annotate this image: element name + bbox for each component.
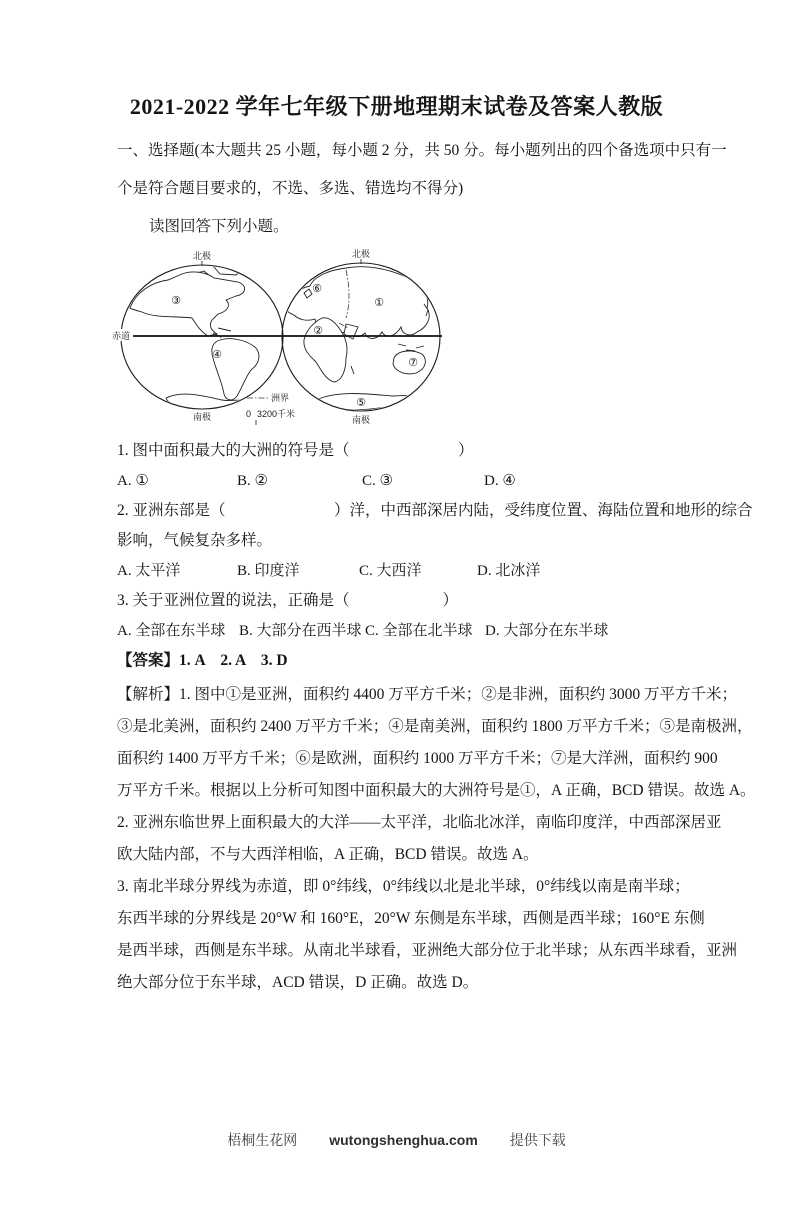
- marker-south-america: ④: [212, 348, 222, 361]
- section-choice-heading: [117, 132, 727, 208]
- cuba-outline: [218, 328, 231, 331]
- marker-africa: ②: [313, 324, 323, 337]
- analysis-line: 【解析】1. 图中①是亚洲，面积约 4400 万平方千米；②是非洲，面积约 3000 万平方千米；: [117, 686, 738, 703]
- madagascar-outline: [351, 366, 354, 374]
- question-3-option-d: D. 大部分在东半球: [485, 623, 609, 639]
- north-america-outline: [130, 272, 245, 336]
- analysis-line: 面积约 1400 万平方千米；⑥是欧洲，面积约 1000 万平方千米；⑦是大洋洲，面积约 900: [117, 750, 718, 767]
- marker-oceania: ⑦: [408, 356, 418, 369]
- question-1-stem: 1. 图中面积最大的大洲的符号是（ ）: [117, 442, 474, 459]
- question-2-option-d: D. 北冰洋: [477, 563, 541, 579]
- analysis-line: 是西半球，西侧是东半球。从南北半球看，亚洲绝大部分位于北半球；从东西半球看，亚洲: [117, 942, 738, 959]
- marker-north-america: ③: [171, 294, 181, 307]
- question-3-options: [117, 616, 676, 646]
- north-pole-label-west: 北极: [192, 251, 212, 261]
- world-map-svg: [110, 248, 452, 432]
- analysis-line: 东西半球的分界线是 20°W 和 160°E，20°W 东侧是东半球，西侧是西半球；160°E 东侧: [117, 910, 705, 927]
- analysis-line: ③是北美洲，面积约 2400 万平方千米；④是南美洲，面积约 1800 万平方千米；⑤是南极洲，: [117, 718, 753, 735]
- analysis-line: 2. 亚洲东临世界上面积最大的大洋——太平洋，北临北冰洋，南临印度洋，中西部深居亚: [117, 814, 722, 831]
- world-hemispheres-map: [110, 248, 452, 432]
- question-2-options: [117, 556, 676, 586]
- question-1-option-c: C. ③: [362, 473, 393, 489]
- question-2-stem-line-2: 影响，气候复杂多样。: [117, 532, 273, 549]
- question-2-option-a: A. 太平洋: [117, 563, 181, 579]
- indonesia-islands: [398, 344, 424, 351]
- footer-download-text: 提供下载: [509, 1134, 566, 1149]
- question-2-option-b: B. 印度洋: [237, 563, 300, 579]
- question-1-option-d: D. ④: [484, 473, 516, 489]
- question-3: [117, 586, 676, 646]
- section-heading-line-1: 一、选择题(本大题共 25 小题，每小题 2 分，共 50 分。每小题列出的四个备选项中只有一: [117, 142, 727, 159]
- analysis-line: 万平方千米。根据以上分析可知图中面积最大的大洲符号是①，A 正确，BCD 错误。故选 A。: [117, 782, 756, 799]
- analysis-line: 3. 南北半球分界线为赤道，即 0°纬线，0°纬线以北是北半球，0°纬线以南是南半球；: [117, 878, 690, 895]
- section-heading-line-2: 个是符合题目要求的，不选、多选、错选均不得分): [117, 180, 464, 197]
- marker-europe: ⑥: [312, 282, 322, 295]
- exam-page: [0, 92, 793, 999]
- question-3-option-b: B. 大部分在西半球: [239, 623, 362, 639]
- south-pole-label-east: 南极: [351, 415, 371, 425]
- answer-key-line: 【答案】1. A 2. A 3. D: [117, 652, 288, 669]
- analysis-line: 绝大部分位于东半球，ACD 错误，D 正确。故选 D。: [117, 974, 479, 991]
- question-1-option-b: B. ②: [237, 473, 268, 489]
- question-2: [117, 496, 753, 586]
- analysis-line: 欧大陆内部，不与大西洋相临，A 正确，BCD 错误。故选 A。: [117, 846, 539, 863]
- question-1-option-a: A. ①: [117, 473, 149, 489]
- reading-instruction: 读图回答下列小题。: [149, 218, 289, 235]
- footer-site-url: wutongshenghua.com: [329, 1132, 478, 1148]
- question-3-stem: 3. 关于亚洲位置的说法，正确是（ ）: [117, 592, 459, 609]
- analysis-section: [117, 679, 756, 999]
- page-footer: [0, 1130, 793, 1150]
- marker-antarctica: ⑤: [356, 396, 366, 409]
- question-1: [117, 436, 676, 496]
- south-pole-label-west: 南极: [192, 412, 212, 422]
- page-title: 2021-2022 学年七年级下册地理期末试卷及答案人教版: [129, 94, 664, 119]
- footer-site-name: 梧桐生花网: [227, 1134, 298, 1149]
- marker-asia: ①: [374, 296, 384, 309]
- question-1-options: [117, 466, 676, 496]
- question-2-stem-line-1: 2. 亚洲东部是（ ）洋，中西部深居内陆，受纬度位置、海陆位置和地形的综合: [117, 502, 753, 519]
- equator-label: 赤道: [112, 331, 131, 341]
- scale-distance-label: 3200千米: [257, 409, 296, 419]
- question-3-option-a: A. 全部在东半球: [117, 623, 226, 639]
- legend-boundary-label: 洲界: [271, 393, 290, 403]
- north-pole-label-east: 北极: [351, 249, 371, 259]
- east-hemisphere-landmasses: [286, 267, 429, 410]
- question-3-option-c: C. 全部在北半球: [365, 623, 473, 639]
- question-2-option-c: C. 大西洋: [359, 563, 422, 579]
- scale-zero-label: 0: [246, 409, 252, 419]
